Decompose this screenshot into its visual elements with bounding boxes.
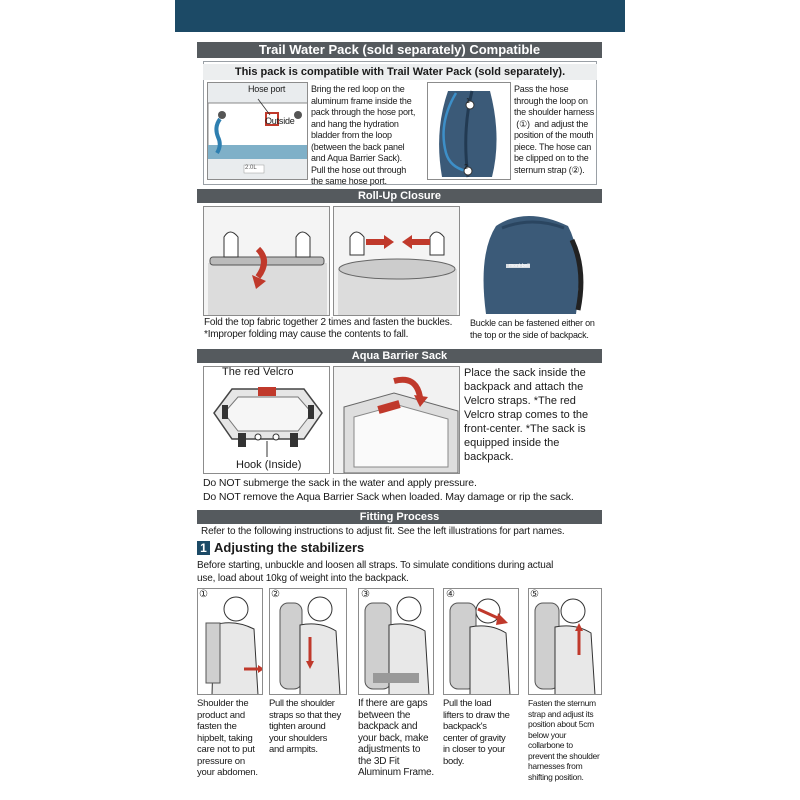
- fitting-step1-number: ①: [199, 589, 208, 600]
- fitting-step1-caption: Shoulder the product and fasten the hipbelt, taking care not to put pressure on your abdomen.: [197, 698, 258, 778]
- fitting-step2-caption: Pull the shoulder straps so that they tighten around your shoulders and armpits.: [269, 698, 341, 755]
- fitting-step4-number: ④: [446, 589, 455, 600]
- callout-1: 1: [466, 98, 470, 105]
- sack-warnings: [203, 476, 603, 504]
- warning-submerge: Do NOT submerge the sack in the water and apply pressure.: [203, 477, 477, 489]
- trail-water-pack-subheading: This pack is compatible with Trail Water Pack (sold separately).: [203, 64, 597, 80]
- hose-port-label: Hose port: [248, 84, 286, 94]
- fitting-step1-illustration: [197, 588, 263, 695]
- top-header-bar: [175, 0, 625, 32]
- fitting-step4-illustration: [443, 588, 519, 695]
- fitting-intro: Refer to the following instructions to adjust fit. See the left illustrations for part names.: [201, 526, 565, 537]
- roll-up-step2-illustration: [333, 206, 460, 316]
- sack-instructions: Place the sack inside the backpack and attach the Velcro straps. *The red Velcro strap comes to the front-center. *The sack is equipped inside the backpack.: [464, 367, 589, 463]
- shoulder-harness-illustration: [427, 82, 511, 180]
- fitting-step2-illustration: [269, 588, 347, 695]
- fitting-step3-number: ③: [361, 589, 370, 600]
- hose-port-instructions: Bring the red loop on the aluminum frame inside the pack through the hose port, and hang the hydration bladder from the loop (between the back panel and Aqua Barrier Sack). Pull the hose out through the same hose port.: [311, 84, 416, 186]
- red-velcro-label: The red Velcro: [222, 366, 294, 378]
- fitting-step4-caption: Pull the load lifters to draw the backpack's center of gravity in closer to your body.: [443, 698, 510, 767]
- roll-up-step1-illustration: [203, 206, 330, 316]
- step-intro: Before starting, unbuckle and loosen all straps. To simulate conditions during actual use, load about 10kg of weight into the backpack.: [197, 560, 554, 584]
- fitting-step5-number: ⑤: [530, 589, 539, 600]
- warning-remove: Do NOT remove the Aqua Barrier Sack when loaded. May damage or rip the sack.: [203, 491, 574, 503]
- fitting-step5-caption: Fasten the sternum strap and adjust its position about 5cm below your collarbone to prevent the shoulder harnesses from shifting position.: [528, 698, 600, 782]
- buckle-caption: Buckle can be fastened either on the top or the side of backpack.: [470, 318, 595, 340]
- section-heading-trail-water-pack: Trail Water Pack (sold separately) Compatible: [197, 42, 602, 58]
- section-heading-roll-up-closure: Roll-Up Closure: [197, 189, 602, 203]
- step-number-badge: 1: [197, 541, 210, 555]
- fitting-step3-illustration: [358, 588, 434, 695]
- roll-up-caption: Fold the top fabric together 2 times and fasten the buckles. *Improper folding may cause the contents to fall.: [204, 317, 466, 341]
- fitting-step5-illustration: [528, 588, 602, 695]
- outside-label: Outside: [265, 116, 295, 126]
- section-heading-fitting-process: Fitting Process: [197, 510, 602, 524]
- shoulder-harness-instructions: Pass the hose through the loop on the shoulder harness (①) and adjust the position of the mouth piece. The hose can be clipped on to the sternum strap (②).: [514, 84, 595, 175]
- section-heading-aqua-barrier-sack: Aqua Barrier Sack: [197, 349, 602, 363]
- hose-port-illustration: [207, 82, 308, 180]
- roll-up-note: *Improper folding may cause the contents to fall.: [204, 329, 409, 340]
- fitting-step2-number: ②: [271, 589, 280, 600]
- velcro-diagram: [203, 366, 330, 474]
- step-title: Adjusting the stabilizers: [214, 540, 365, 555]
- brand-mark: mont-bell: [509, 263, 530, 269]
- fitting-step3-caption: If there are gaps between the backpack and your back, make adjustments to the 3D Fit Aluminum Frame.: [358, 698, 434, 778]
- sack-insertion-illustration: [333, 366, 460, 474]
- bladder-capacity-label: 2.0L: [245, 165, 257, 171]
- backpack-product-image: [468, 210, 600, 316]
- hook-inside-label: Hook (Inside): [236, 459, 302, 471]
- callout-2: 2: [464, 164, 468, 171]
